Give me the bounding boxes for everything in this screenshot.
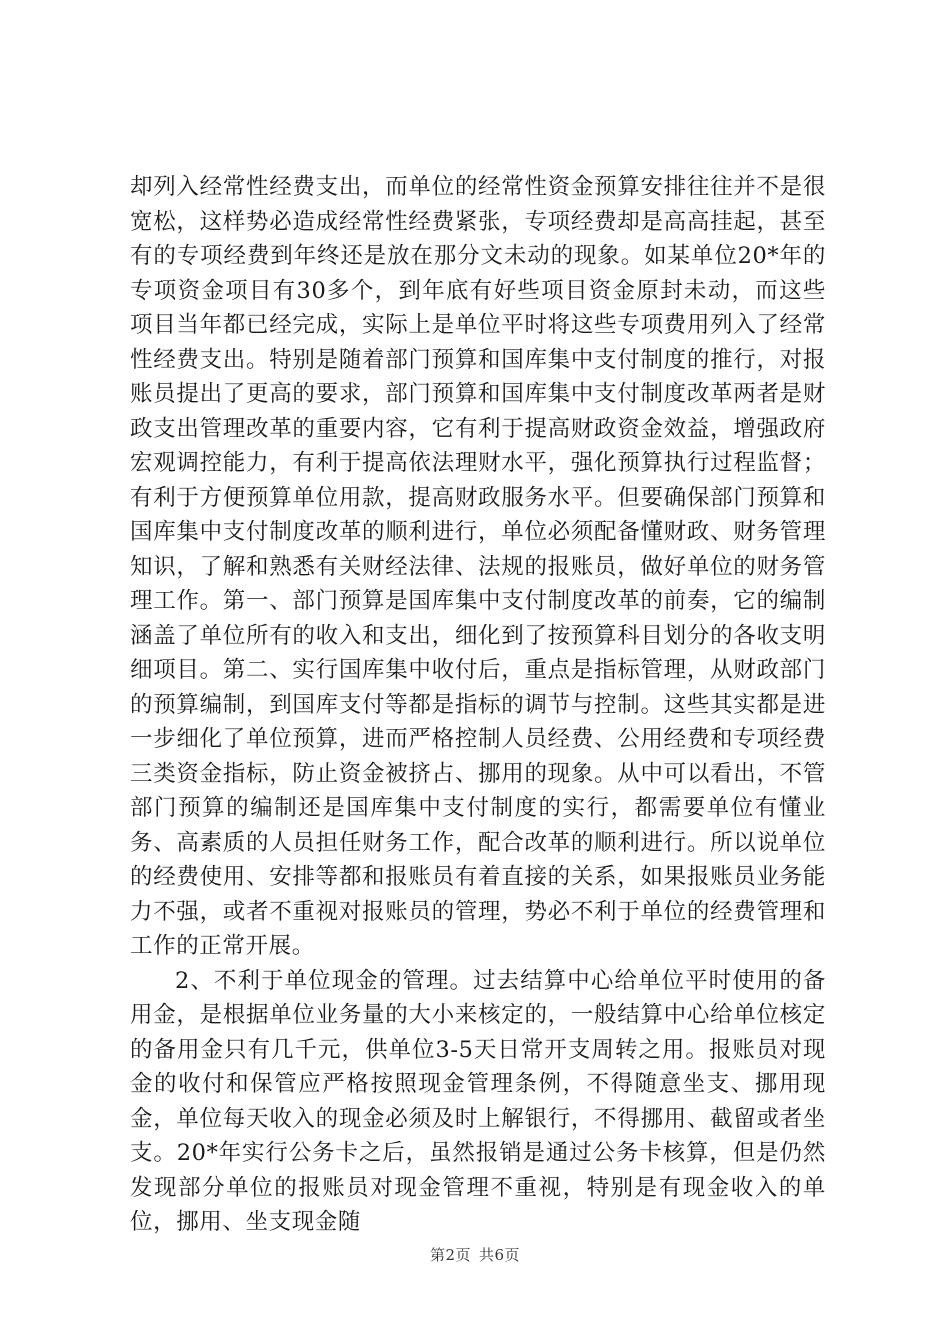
paragraph-1: 却列入经常性经费支出，而单位的经常性资金预算安排往往并不是很宽松，这样势必造成经常性经费紧张，专项经费却是高高挂起，甚至有的专项经费到年终还是放在那分文未动的现象。如某单位20*年的专项资金项目有30多个，到年底有好些项目资金原封未动，而这些项目当年都已经完成，实际上是单位平时将这些专项费用列入了经常性经费支出。特别是随着部门预算和国库集中支付制度的推行，对报账员提出了更高的要求，部门预算和国库集中支付制度改革两者是财政支出管理改革的重要内容，它有利于提高财政资金效益，增强政府宏观调控能力，有利于提高依法理财水平，强化预算执行过程监督；有利于方便预算单位用款，提高财政服务水平。但要确保部门预算和国库集中支付制度改革的顺利进行，单位必须配备懂财政、财务管理知识，了解和熟悉有关财经法律、法规的报账员，做好单位的财务管理工作。第一、部门预算是国库集中支付制度改革的前奏，它的编制涵盖了单位所有的收入和支出，细化到了按预算科目划分的各收支明细项目。第二、实行国库集中收付后，重点是指标管理，从财政部门的预算编制，到国库支付等都是指标的调节与控制。这些其实都是进一步细化了单位预算，进而严格控制人员经费、公用经费和专项经费三类资金指标，防止资金被挤占、挪用的现象。从中可以看出，不管部门预算的编制还是国库集中支付制度的实行，都需要单位有懂业务、高素质的人员担任财务工作，配合改革的顺利进行。所以说单位的经费使用、安排等都和报账员有着直接的关系，如果报账员业务能力不强，或者不重视对报账员的管理，势必不利于单位的经费管理和工作的正常开展。 xyxy=(130,174,826,959)
page-total: 共6页 xyxy=(479,1246,521,1264)
page-number: 第2页 xyxy=(429,1246,471,1264)
paragraph-2: 2、不利于单位现金的管理。过去结算中心给单位平时使用的备用金，是根据单位业务量的大小来核定的，一般结算中心给单位核定的备用金只有几千元，供单位3-5天日常开支周转之用。报账员对现金的收付和保管应严格按照现金管理条例，不得随意坐支、挪用现金，单位每天收入的现金必须及时上解银行，不得挪用、截留或者坐支。20*年实行公务卡之后，虽然报销是通过公务卡核算，但是仍然发现部分单位的报账员对现金管理不重视，特别是有现金收入的单位，挪用、坐支现金随 xyxy=(130,967,826,1235)
page-footer xyxy=(0,1244,950,1265)
document-body xyxy=(130,170,826,1240)
